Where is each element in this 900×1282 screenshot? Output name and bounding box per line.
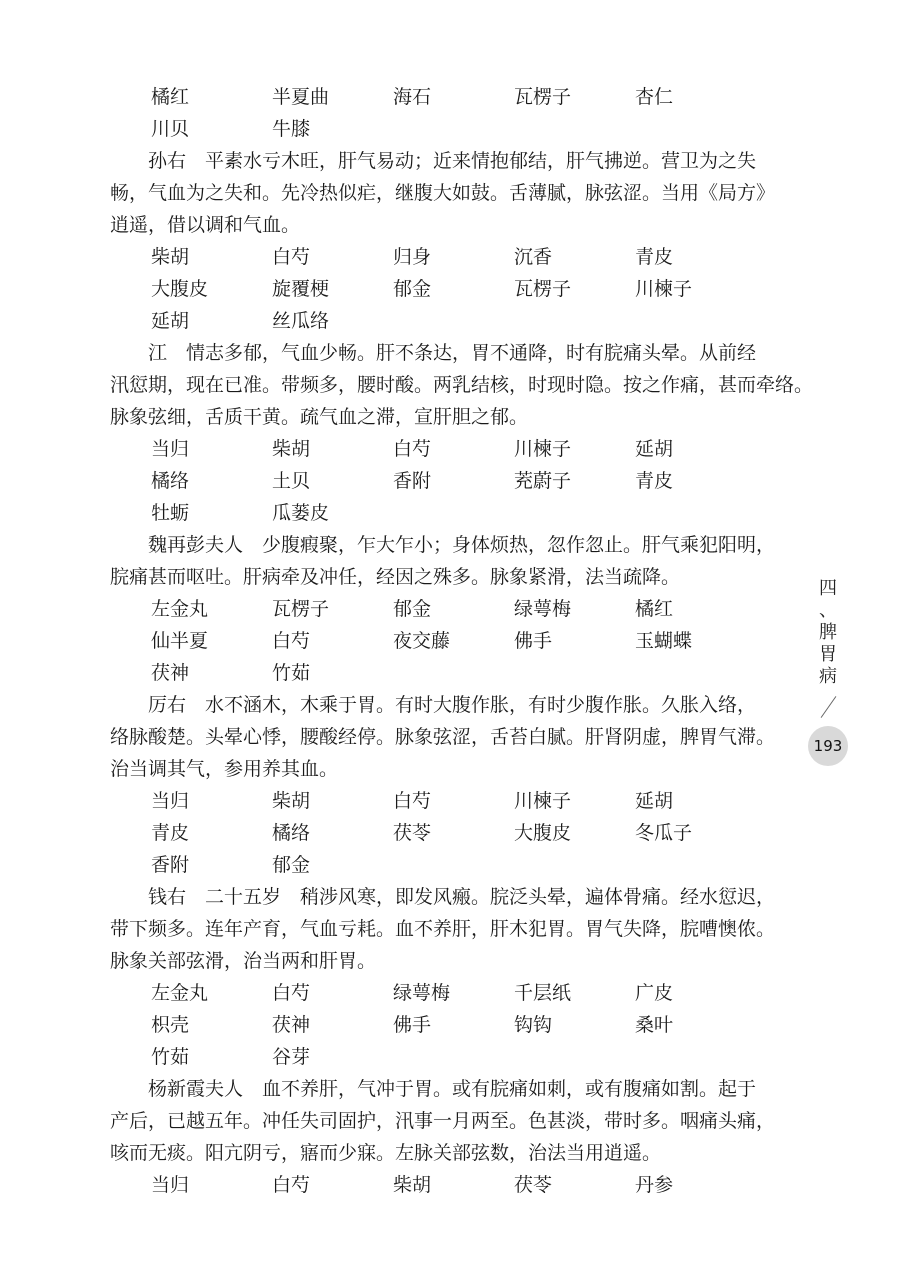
herb-row: [110, 1169, 780, 1201]
herb-row: [110, 113, 780, 145]
herb-name: 枳壳: [151, 1014, 190, 1036]
herb-name: 橘红: [635, 598, 674, 620]
herb-name: 郁金: [393, 278, 432, 300]
herb-list: [110, 593, 780, 689]
herb-name: 竹茹: [272, 662, 311, 684]
chapter-side-tab: [808, 578, 848, 766]
herb-name: 白芍: [393, 790, 432, 812]
case-text-line: 汛愆期，现在已准。带频多，腰时酸。两乳结核，时现时隐。按之作痛，甚而牵络。: [110, 374, 814, 396]
herb-row: [110, 465, 780, 497]
herb-row: [110, 241, 780, 273]
herb-name: 香附: [393, 470, 432, 492]
case-text-line: 江 情志多郁，气血少畅。肝不条达，胃不通降，时有脘痛头晕。从前经: [148, 342, 757, 364]
case-text-line: 络脉酸楚。头晕心悸，腰酸经停。脉象弦涩，舌苔白腻。肝肾阴虚，脾胃气滞。: [110, 726, 776, 748]
herb-name: 桑叶: [635, 1014, 674, 1036]
case-text-line: 带下频多。连年产育，气血亏耗。血不养肝，肝木犯胃。胃气失降，脘嘈懊侬。: [110, 918, 776, 940]
herb-row: [110, 657, 780, 689]
case-paragraph: [110, 881, 780, 977]
herb-name: 左金丸: [151, 982, 209, 1004]
chapter-title-vertical: [817, 578, 839, 688]
chapter-title-char: 胃: [819, 644, 837, 665]
herb-name: 茯苓: [393, 822, 432, 844]
herb-name: 瓦楞子: [514, 86, 572, 108]
case-text-line: 产后，已越五年。冲任失司固护，汛事一月两至。色甚淡，带时多。咽痛头痛，: [110, 1110, 776, 1132]
case-text-line: 脉象弦细，舌质干黄。疏气血之滞，宣肝胆之郁。: [110, 406, 529, 428]
case-text-line: 逍遥，借以调和气血。: [110, 214, 301, 236]
herb-name: 谷芽: [272, 1046, 311, 1068]
herb-name: 杏仁: [635, 86, 674, 108]
herb-name: 大腹皮: [151, 278, 209, 300]
herb-name: 白芍: [272, 1174, 311, 1196]
herb-name: 千层纸: [514, 982, 572, 1004]
case-text-line: 魏再彭夫人 少腹瘕聚，乍大乍小；身体烦热，忽作忽止。肝气乘犯阳明，: [148, 534, 776, 556]
herb-name: 佛手: [393, 1014, 432, 1036]
chapter-title-char: 、: [819, 600, 837, 621]
herb-row: [110, 81, 780, 113]
case-paragraph: [110, 689, 780, 785]
case-text-line: 治当调其气，参用养其血。: [110, 758, 339, 780]
herb-row: [110, 497, 780, 529]
side-divider: [820, 696, 836, 718]
herb-list: [110, 81, 780, 145]
herb-row: [110, 785, 780, 817]
herb-name: 广皮: [635, 982, 674, 1004]
herb-name: 玉蝴蝶: [635, 630, 693, 652]
herb-name: 川楝子: [514, 790, 572, 812]
herb-list: [110, 1169, 780, 1201]
herb-name: 延胡: [635, 438, 674, 460]
herb-name: 丹参: [635, 1174, 674, 1196]
herb-name: 茯神: [272, 1014, 311, 1036]
herb-list: [110, 433, 780, 529]
herb-name: 仙半夏: [151, 630, 209, 652]
herb-row: [110, 849, 780, 881]
herb-list: [110, 977, 780, 1073]
herb-name: 大腹皮: [514, 822, 572, 844]
herb-row: [110, 977, 780, 1009]
herb-row: [110, 305, 780, 337]
herb-name: 茺蔚子: [514, 470, 572, 492]
herb-name: 绿萼梅: [514, 598, 572, 620]
herb-name: 佛手: [514, 630, 553, 652]
herb-name: 青皮: [151, 822, 190, 844]
chapter-title-char: 病: [819, 666, 837, 687]
herb-name: 川楝子: [635, 278, 693, 300]
case-text-line: 杨新霞夫人 血不养肝，气冲于胃。或有脘痛如刺，或有腹痛如割。起于: [148, 1078, 757, 1100]
herb-name: 丝瓜络: [272, 310, 330, 332]
herb-name: 钩钩: [514, 1014, 553, 1036]
herb-name: 归身: [393, 246, 432, 268]
herb-name: 夜交藤: [393, 630, 451, 652]
herb-name: 绿萼梅: [393, 982, 451, 1004]
herb-name: 香附: [151, 854, 190, 876]
herb-name: 瓜蒌皮: [272, 502, 330, 524]
chapter-title-char: 四: [819, 578, 837, 599]
herb-name: 白芍: [272, 246, 311, 268]
case-text-line: 孙右 平素水亏木旺，肝气易动；近来情抱郁结，肝气拂逆。营卫为之失: [148, 150, 757, 172]
case-paragraph: [110, 1073, 780, 1169]
page-content: [110, 81, 814, 1201]
herb-row: [110, 593, 780, 625]
herb-row: [110, 1009, 780, 1041]
herb-name: 海石: [393, 86, 432, 108]
herb-name: 当归: [151, 438, 190, 460]
herb-name: 白芍: [393, 438, 432, 460]
herb-row: [110, 1041, 780, 1073]
herb-name: 左金丸: [151, 598, 209, 620]
herb-name: 冬瓜子: [635, 822, 693, 844]
herb-name: 半夏曲: [272, 86, 330, 108]
herb-name: 牛膝: [272, 118, 311, 140]
herb-list: [110, 785, 780, 881]
herb-name: 柴胡: [393, 1174, 432, 1196]
herb-name: 延胡: [151, 310, 190, 332]
herb-name: 延胡: [635, 790, 674, 812]
case-text-line: 脘痛甚而呕吐。肝病牵及冲任，经因之殊多。脉象紧滑，法当疏降。: [110, 566, 681, 588]
case-text-line: 脉象关部弦滑，治当两和肝胃。: [110, 950, 377, 972]
herb-name: 瓦楞子: [272, 598, 330, 620]
herb-name: 橘络: [151, 470, 190, 492]
herb-name: 青皮: [635, 470, 674, 492]
herb-name: 郁金: [393, 598, 432, 620]
herb-name: 沉香: [514, 246, 553, 268]
herb-name: 瓦楞子: [514, 278, 572, 300]
case-text-line: 咳而无痰。阳亢阴亏，寤而少寐。左脉关部弦数，治法当用逍遥。: [110, 1142, 662, 1164]
herb-name: 白芍: [272, 630, 311, 652]
herb-row: [110, 273, 780, 305]
herb-name: 茯神: [151, 662, 190, 684]
page-number-badge: 193: [808, 726, 848, 766]
case-text-line: 厉右 水不涵木，木乘于胃。有时大腹作胀，有时少腹作胀。久胀入络，: [148, 694, 757, 716]
herb-name: 郁金: [272, 854, 311, 876]
case-paragraph: [110, 337, 814, 433]
herb-name: 白芍: [272, 982, 311, 1004]
herb-row: [110, 433, 780, 465]
herb-name: 川贝: [151, 118, 190, 140]
herb-name: 当归: [151, 1174, 190, 1196]
herb-name: 柴胡: [272, 438, 311, 460]
chapter-title-char: 脾: [819, 622, 837, 643]
herb-name: 橘红: [151, 86, 190, 108]
herb-name: 青皮: [635, 246, 674, 268]
case-text-line: 畅，气血为之失和。先冷热似疟，继腹大如鼓。舌薄腻，脉弦涩。当用《局方》: [110, 182, 776, 204]
herb-name: 旋覆梗: [272, 278, 330, 300]
herb-name: 柴胡: [151, 246, 190, 268]
herb-name: 土贝: [272, 470, 311, 492]
herb-row: [110, 625, 780, 657]
herb-name: 柴胡: [272, 790, 311, 812]
case-paragraph: [110, 145, 780, 241]
herb-name: 橘络: [272, 822, 311, 844]
case-paragraph: [110, 529, 780, 593]
herb-name: 茯苓: [514, 1174, 553, 1196]
herb-list: [110, 241, 780, 337]
herb-name: 川楝子: [514, 438, 572, 460]
herb-name: 当归: [151, 790, 190, 812]
herb-row: [110, 817, 780, 849]
herb-name: 竹茹: [151, 1046, 190, 1068]
case-text-line: 钱右 二十五岁 稍涉风寒，即发风瘢。脘泛头晕，遍体骨痛。经水愆迟，: [148, 886, 776, 908]
herb-name: 牡蛎: [151, 502, 190, 524]
